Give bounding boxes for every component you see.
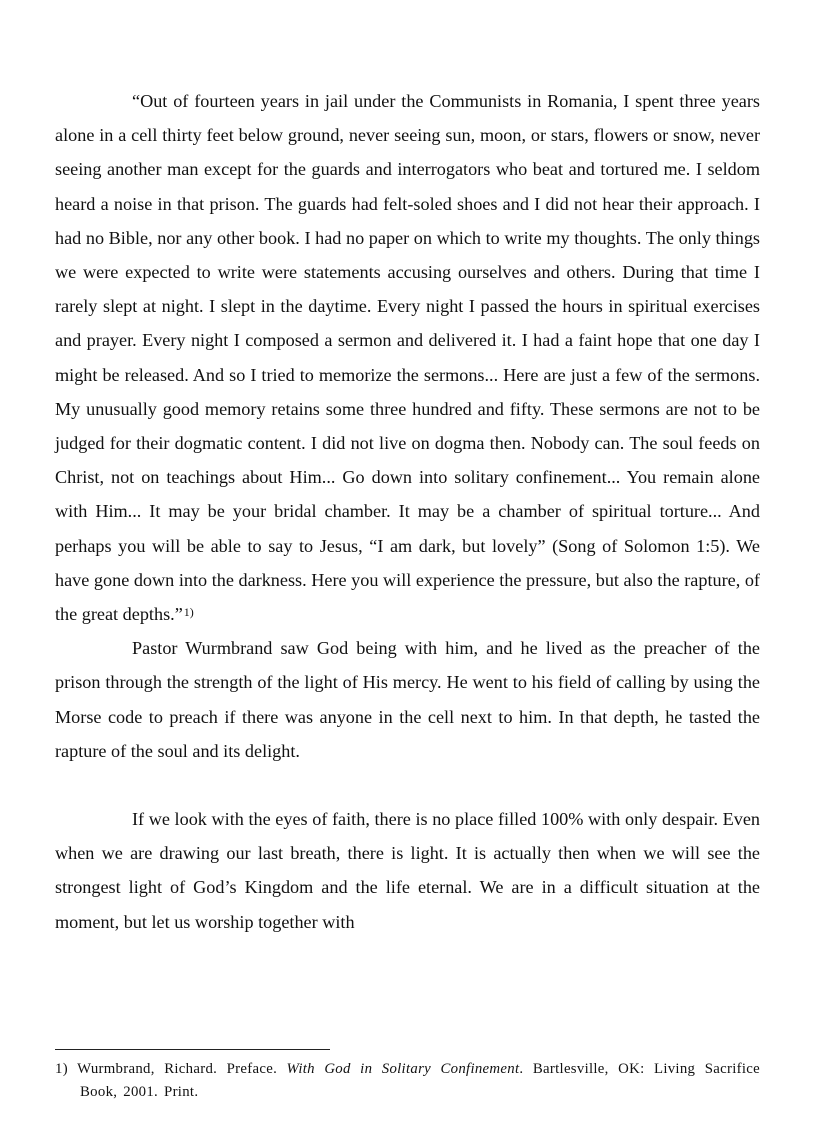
document-body [55,84,760,939]
faith-paragraph: If we look with the eyes of faith, there is no place filled 100% with only despair. Even when we are drawing our last breath, there is light. It is actually then when we will see the strongest light of God’s Kingdom and the life eternal. We are in a difficult situation at the moment, but let us worship together with [55,809,760,932]
footnote-author: Wurmbrand, Richard. Preface. [77,1061,278,1077]
footnote-reference: 1) [183,605,194,620]
quote-paragraph [55,84,760,631]
footnote-title: With God in Solitary Confinement [286,1061,520,1077]
footnote-marker: 1) [55,1061,68,1077]
footnote [55,1058,760,1104]
footnote-publication: . Bartlesville, OK: Living Sacrifice Book, 2001. Print. [80,1061,760,1100]
footnote-divider [55,1049,330,1050]
paragraph-gap [55,768,760,802]
quote-text: “Out of fourteen years in jail under the Communists in Romania, I spent three years alone in a cell thirty feet below ground, never seeing sun, moon, or stars, flowers or snow, never seeing another man except for the guards and interrogators who beat and tortured me. I seldom heard a noise in that prison. The guards had felt-soled shoes and I did not hear their approach. I had no Bible, nor any other book. I had no paper on which to write my thoughts. The only things we were expected to write were statements accusing ourselves and others. During that time I rarely slept at night. I slept in the daytime. Every night I passed the hours in spiritual exercises and prayer. Every night I composed a sermon and delivered it. I had a faint hope that one day I might be released. And so I tried to memorize the sermons... Here are just a few of the sermons. My unusually good memory retains some three hundred and fifty. These sermons are not to be judged for their dogmatic content. I did not live on dogma then. Nobody can. The soul feeds on Christ, not on teachings about Him... Go down into solitary confinement... You remain alone with Him... It may be your bridal chamber. It may be a chamber of spiritual torture... And perhaps you will be able to say to Jesus, “I am dark, but lovely” (Song of Solomon 1:5). We have gone down into the darkness. Here you will experience the pressure, but also the rapture, of the great depths.” [55,91,760,625]
wurmbrand-paragraph: Pastor Wurmbrand saw God being with him, and he lived as the preacher of the prison through the strength of the light of His mercy. He went to his field of calling by using the Morse code to preach if there was anyone in the cell next to him. In that depth, he tasted the rapture of the soul and its delight. [55,638,760,761]
